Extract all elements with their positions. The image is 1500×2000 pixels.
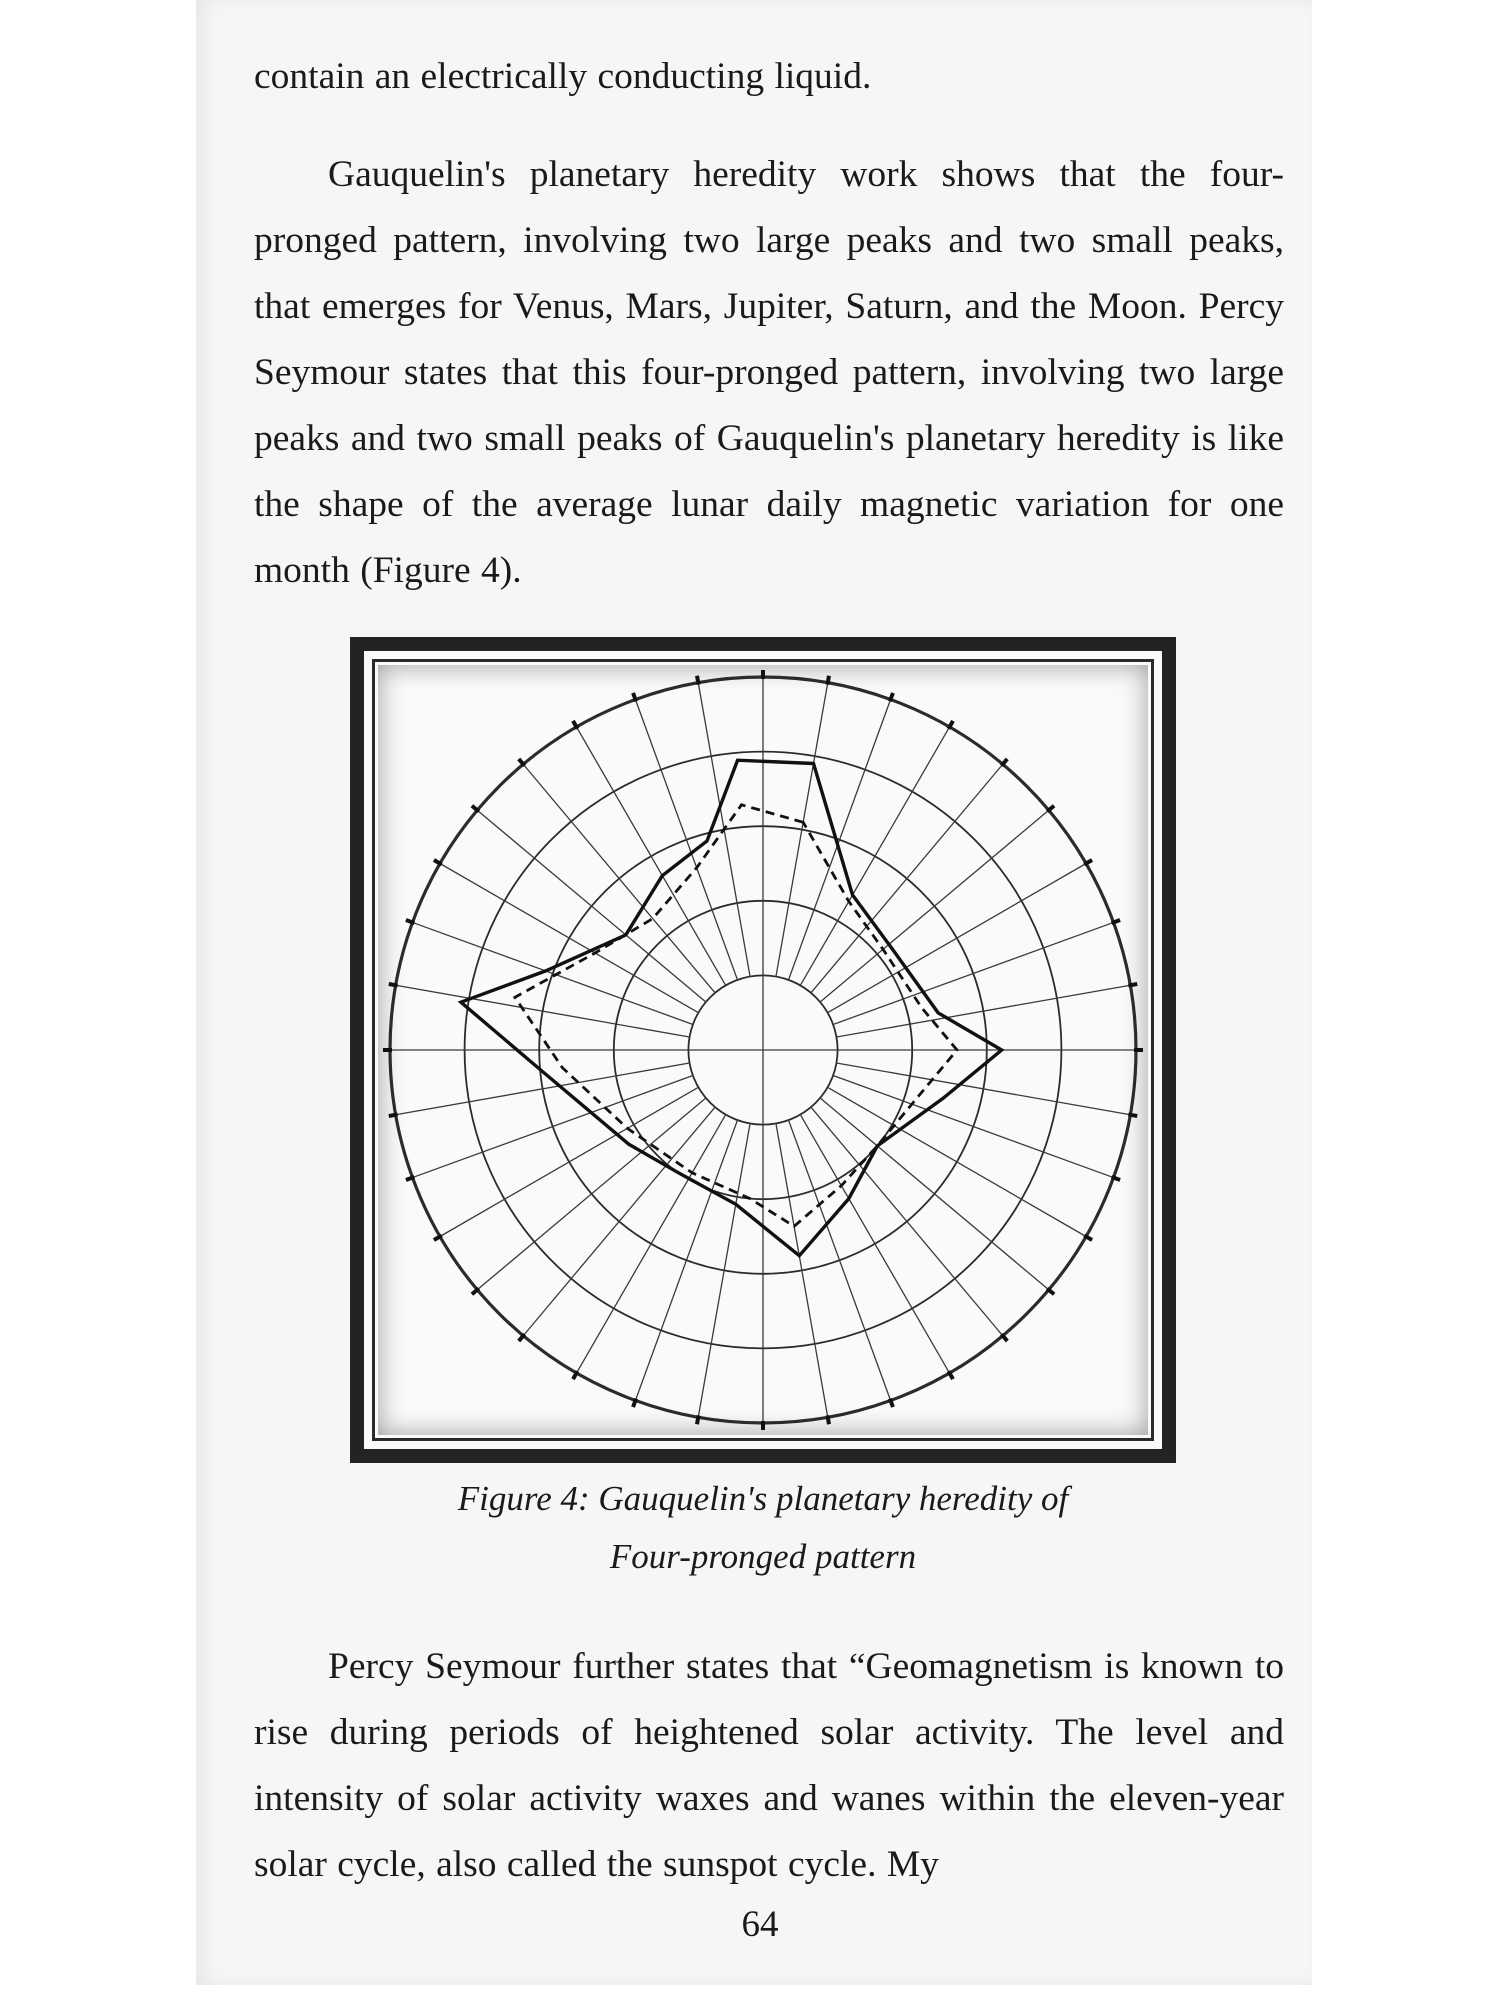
tick-mark [697, 676, 699, 685]
spoke [820, 810, 1049, 1002]
tick-mark [827, 1415, 829, 1424]
tick-mark [697, 1415, 699, 1424]
spoke [828, 1087, 1086, 1236]
series-solid [461, 760, 1002, 1255]
spoke [776, 683, 828, 977]
paragraph-geomagnetism: Percy Seymour further states that “Geomagnetism is known to rise during periods of heightened solar activity. The level and intensity of solar activity waxes and wanes within the eleven-year solar cycle, also called the sunspot cycle. My [254, 1646, 1284, 1885]
tick-mark [389, 1114, 398, 1116]
spoke [833, 1076, 1113, 1178]
tick-mark [1001, 1334, 1007, 1341]
paragraph-gauquelin-pattern: Gauquelin's planetary heredity work shows that the four-pronged pattern, involving two large peaks and two small peaks, that emerges for Venus, Mars, Jupiter, Saturn, and the Moon. Percy Seymour states that this four-pronged pattern, involving two large peaks and two small peaks of Gauquelin's planetary heredity is like the shape of the average lunar daily magnetic variation for one month (Figure 4). [254, 154, 1284, 591]
tick-mark [519, 1334, 525, 1341]
figure-4-frame [350, 637, 1176, 1463]
data-series [461, 760, 1002, 1255]
spoke [800, 727, 949, 985]
tick-mark [1128, 1114, 1137, 1116]
spoke [776, 1123, 828, 1417]
spoke [523, 1107, 715, 1336]
series-dashed [515, 805, 957, 1227]
spoke [412, 922, 692, 1024]
spoke [635, 1120, 737, 1400]
spoke [828, 864, 1086, 1013]
paragraph-continuation: contain an electrically conducting liquid. [254, 56, 872, 97]
tick-mark [1001, 759, 1007, 766]
tick-mark [827, 676, 829, 685]
caption-line-1: Figure 4: Gauquelin's planetary heredity of [457, 1479, 1069, 1518]
tick-mark [472, 1288, 479, 1294]
spoke [789, 1120, 891, 1400]
figure-caption [350, 1470, 1176, 1586]
spoke [836, 1063, 1130, 1115]
tick-mark [519, 759, 525, 766]
spoke [836, 985, 1130, 1037]
spoke [477, 810, 706, 1002]
spoke [811, 1107, 1003, 1336]
tick-mark [1047, 806, 1054, 812]
page-number: 64 [741, 1904, 779, 1945]
spoke [412, 1076, 692, 1178]
radial-spokes [390, 677, 1136, 1423]
spoke [811, 764, 1003, 993]
spoke [477, 1098, 706, 1290]
tick-mark [389, 984, 398, 986]
spoke [820, 1098, 1049, 1290]
spoke [577, 1115, 726, 1373]
tick-mark [1047, 1288, 1054, 1294]
spoke [698, 1123, 750, 1417]
spoke [396, 985, 690, 1037]
caption-line-2: Four-pronged pattern [609, 1537, 917, 1576]
tick-mark [1128, 984, 1137, 986]
spoke [440, 864, 698, 1013]
polar-chart [382, 669, 1144, 1431]
spoke [635, 699, 737, 979]
tick-mark [472, 806, 479, 812]
